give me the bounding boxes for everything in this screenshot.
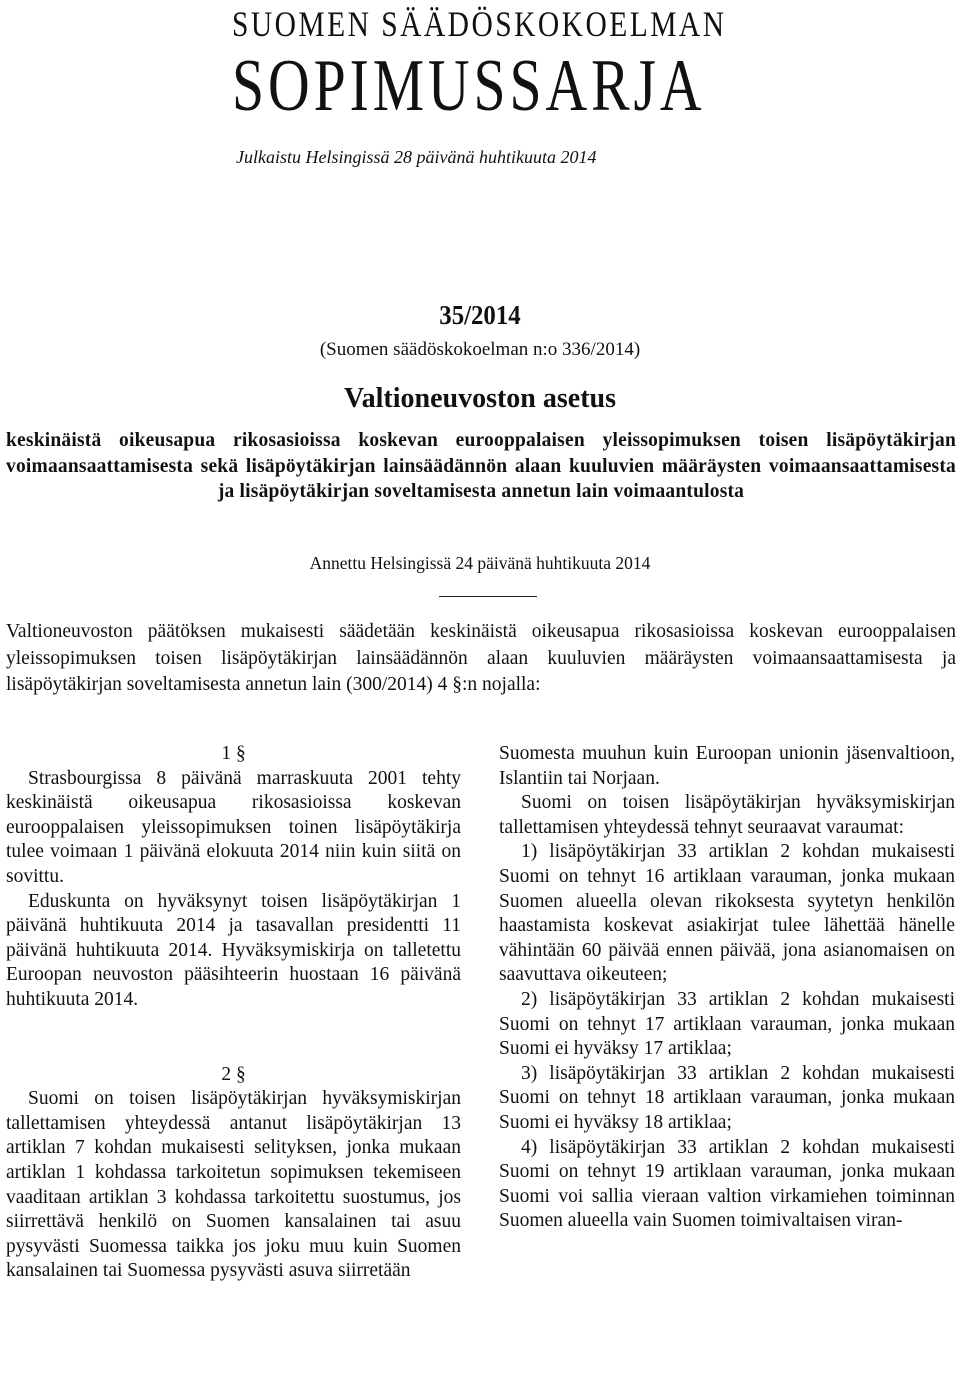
- reservation-1: 1) lisäpöytäkirjan 33 artiklan 2 kohdan mukaisesti Suomi on tehnyt 16 artiklaan varauman, jonka mukaan Suomen alueella olevan rikoksesta syytetyn henkilön haastamista koskevat asiakirjat tulee lähettää hänelle vähintään 60 päivää ennen päivää, jona asianomaisen on saavuttava oikeuteen;: [499, 841, 955, 986]
- statute-reference: (Suomen säädöskokoelman n:o 336/2014): [319, 339, 641, 360]
- preamble: Valtioneuvoston päätöksen mukaisesti säädetään keskinäistä oikeusapua rikosasioissa koskevan eurooppalaisen yleissopimuksen toisen lisäpöytäkirjan lainsäädännön alaan kuuluvien määräysten voimaansaattamisesta ja lisäpöytäkirjan soveltamisesta annetun lain (300/2014) 4 §:n nojalla:: [6, 621, 956, 695]
- publication-title: SOPIMUSSARJA: [232, 45, 706, 127]
- section-2-paragraph-1: Suomi on toisen lisäpöytäkirjan hyväksymiskirjan tallettamisen yhteydessä antanut lisäpöytäkirjan 13 artiklan 7 kohdan mukaisesti selityksen, jonka mukaan artiklan 1 kohdassa tarkoitetun sopimuksen tekemiseen vaaditaan artiklan 3 kohdassa tarkoitettu suostumus, jos siirrettävä henkilö on Suomen kansalainen tai asuu pysyvästi Suomessa taikka jos joku muu kuin Suomen kansalainen tai Suomessa pysyvästi asuva siirretään: [6, 1088, 461, 1282]
- given-date: Annettu Helsingissä 24 päivänä huhtikuuta 2014: [309, 553, 651, 573]
- section-gap: [6, 1013, 461, 1063]
- section-1-paragraph-1: Strasbourgissa 8 päivänä marraskuuta 2001 tehty keskinäistä oikeusapua rikosasioissa koskevan eurooppalaisen yleissopimuksen toinen lisäpöytäkirja tulee voimaan 1 päivänä elokuuta 2014 niin kuin siitä on sovittu.: [6, 767, 461, 887]
- right-column: [499, 742, 955, 1234]
- reservation-3: 3) lisäpöytäkirjan 33 artiklan 2 kohdan mukaisesti Suomi on tehnyt 18 artiklaan varauman, jonka mukaan Suomi ei hyväksy 18 artiklaa;: [499, 1062, 955, 1133]
- act-type-heading: Valtioneuvoston asetus: [343, 383, 616, 414]
- separator-rule: [439, 596, 537, 597]
- section-2-continuation: Suomesta muuhun kuin Euroopan unionin jäsenvaltioon, Islantiin tai Norjaan.: [499, 743, 955, 789]
- reservation-2: 2) lisäpöytäkirjan 33 artiklan 2 kohdan mukaisesti Suomi on tehnyt 17 artiklaan varauman, jonka mukaan Suomi ei hyväksy 17 artiklaa;: [499, 988, 955, 1060]
- section-1-paragraph-2: Eduskunta on hyväksynyt toisen lisäpöytäkirjan 1 päivänä huhtikuuta 2014 ja tasavallan presidentti 11 päivänä huhtikuuta 2014. Hyväksymiskirja on talletettu Euroopan neuvoston pääsihteerin huostaan 16 päivänä huhtikuuta 2014.: [6, 890, 461, 1010]
- section-1-heading: 1 §: [221, 743, 246, 764]
- act-number: 35/2014: [439, 300, 521, 330]
- act-title: keskinäistä oikeusapua rikosasioissa koskevan eurooppalaisen yleissopimuksen toisen lisäpöytäkirjan voimaansaattamisesta sekä lisäpöytäkirjan lainsäädännön alaan kuuluvien määräysten voimaansaattamisesta ja lisäpöytäkirjan soveltamisesta annetun lain voimaantulosta: [6, 430, 956, 502]
- reservations-intro: Suomi on toisen lisäpöytäkirjan hyväksymiskirjan tallettamisen yhteydessä tehnyt seuraavat varaumat:: [499, 792, 955, 838]
- series-name: SUOMEN SÄÄDÖSKOKOELMAN: [232, 4, 727, 44]
- left-column: [6, 742, 461, 1284]
- publication-date: Julkaistu Helsingissä 28 päivänä huhtikuuta 2014: [236, 147, 597, 167]
- reservation-4: 4) lisäpöytäkirjan 33 artiklan 2 kohdan mukaisesti Suomi on tehnyt 19 artiklaan varauman, jonka mukaan Suomi voi sallia vieraan valtion virkamiehen toiminnan Suomen alueella vain Suomen toimivaltaisen viran-: [499, 1136, 955, 1232]
- section-2-heading: 2 §: [221, 1063, 246, 1085]
